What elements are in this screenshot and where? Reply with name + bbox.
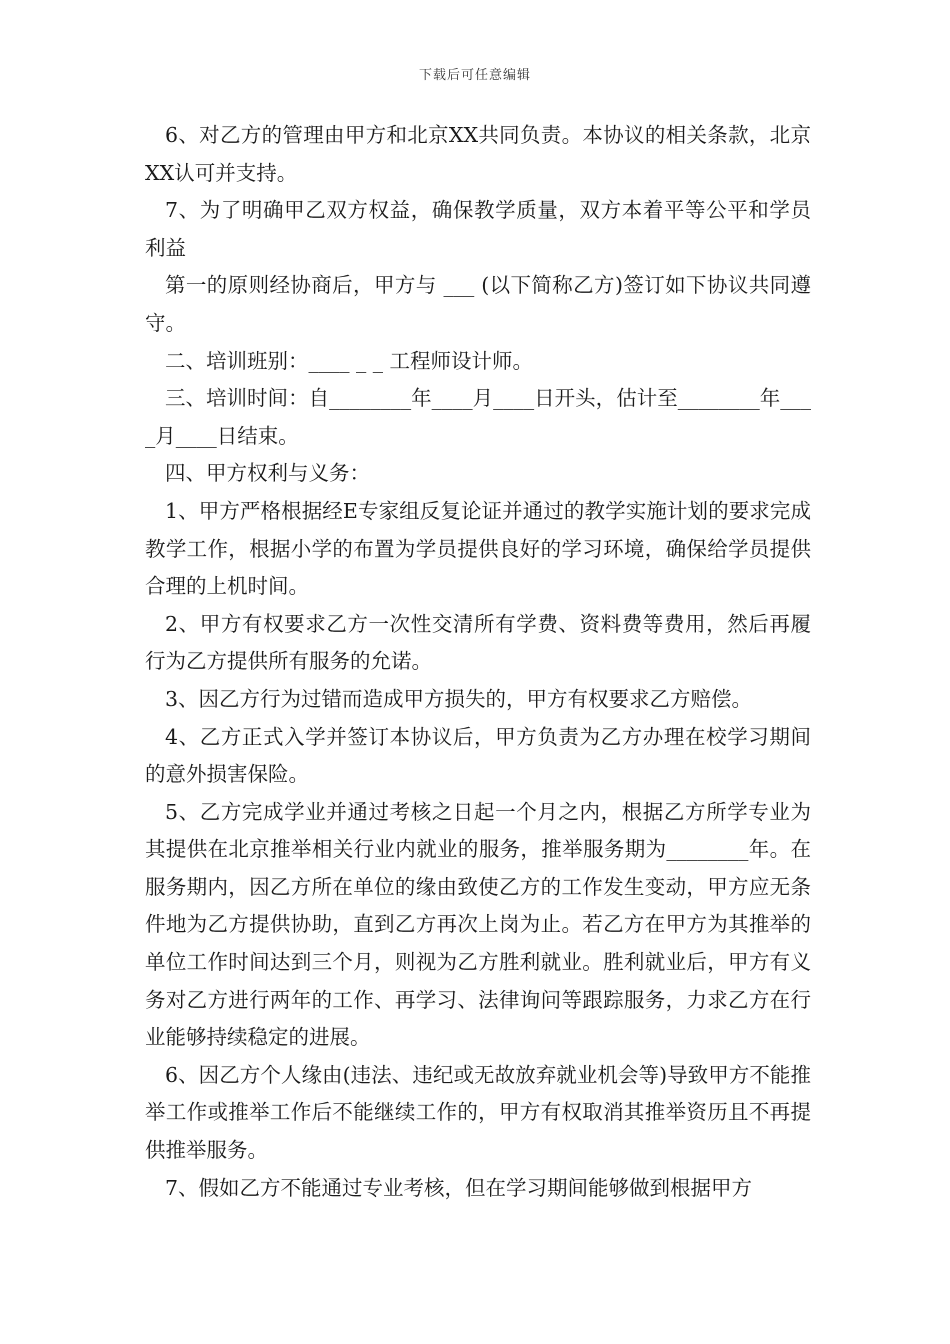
paragraph-party-a-item-3: 3、因乙方行为过错而造成甲方损失的，甲方有权要求乙方赔偿。 xyxy=(165,686,753,711)
page-header: 下载后可任意编辑 xyxy=(418,68,531,83)
paragraph-party-a-item-7: 7、假如乙方不能通过专业考核，但在学习期间能够做到根据甲方 xyxy=(165,1175,753,1200)
section-heading-party-a: 四、甲方权利与义务： xyxy=(165,461,370,486)
paragraph-party-a-item-2: 2、甲方有权要求乙方一次性交清所有学费、资料费等费用，然后再履行为乙方提供所有服务的允诺。 xyxy=(145,611,811,674)
paragraph-agreement-intro: 第一的原则经协商后，甲方与 ___ (以下简称乙方)签订如下协议共同遵守。 xyxy=(145,273,811,335)
paragraph-party-a-item-5: 5、乙方完成学业并通过考核之日起一个月之内，根据乙方所学专业为其提供在北京推举相关行业内就业的服务，推举服务期为________年。在服务期内，因乙方所在单位的缘由致使乙方的工作发生变动，甲方应无条件地为乙方提供协助，直到乙方再次上岗为止。若乙方在甲方为其推举的单位工作时间达到三个月，则视为乙方胜利就业。胜利就业后，甲方有义务对乙方进行两年的工作、再学习、法律询问等跟踪服务，力求乙方在行业能够持续稳定的进展。 xyxy=(145,799,811,1050)
paragraph-training-class: 二、培训班别：____ _ _ 工程师设计师。 xyxy=(165,348,534,373)
paragraph-party-a-item-1: 1、甲方严格根据经E专家组反复论证并通过的教学实施计划的要求完成教学工作，根据小学的布置为学员提供良好的学习环境，确保给学员提供合理的上机时间。 xyxy=(145,498,811,599)
paragraph-party-a-item-6: 6、因乙方个人缘由(违法、违纪或无故放弃就业机会等)导致甲方不能推举工作或推举工作后不能继续工作的，甲方有权取消其推举资历且不再提供推举服务。 xyxy=(145,1062,811,1163)
paragraph-management-clause: 6、对乙方的管理由甲方和北京XX共同负责。本协议的相关条款，北京XX认可并支持。 xyxy=(145,123,811,185)
paragraph-party-a-item-4: 4、乙方正式入学并签订本协议后，甲方负责为乙方办理在校学习期间的意外损害保险。 xyxy=(145,724,811,787)
paragraph-training-time: 三、培训时间：自________年____月____日开头，估计至________年____月____日结束。 xyxy=(145,386,811,448)
paragraph-rights-clause: 7、为了明确甲乙双方权益，确保教学质量，双方本着平等公平和学员利益 xyxy=(145,198,811,260)
document-body xyxy=(145,117,811,1207)
